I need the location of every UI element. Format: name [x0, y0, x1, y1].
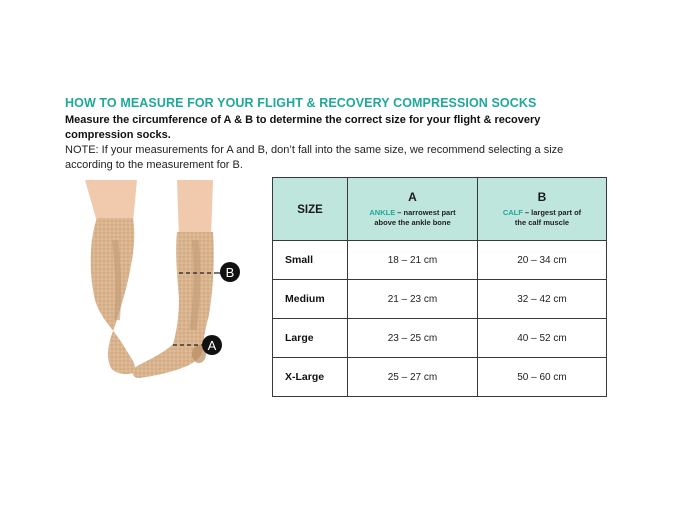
instructions-text: Measure the circumference of A & B to determine the correct size for your flight & recovery compression socks. — [65, 114, 541, 141]
header-ankle — [348, 178, 478, 241]
header-a-desc — [348, 208, 477, 228]
header-size — [273, 178, 348, 241]
table-row — [273, 280, 607, 319]
legs-illustration — [75, 180, 255, 390]
calf-cell: 20 – 34 cm — [478, 241, 607, 280]
size-cell: X-Large — [273, 358, 348, 397]
table-header-row — [273, 178, 607, 241]
header-a-desc-line2: above the ankle bone — [374, 218, 451, 227]
size-chart-table — [272, 177, 607, 397]
page-heading: HOW TO MEASURE FOR YOUR FLIGHT & RECOVERY COMPRESSION SOCKS — [65, 96, 537, 110]
header-a-term: ANKLE — [369, 208, 396, 217]
header-size-label: SIZE — [297, 204, 323, 216]
header-a-letter: A — [408, 190, 417, 204]
header-calf — [478, 178, 607, 241]
marker-a-label: A — [207, 338, 217, 353]
ankle-cell: 25 – 27 cm — [348, 358, 478, 397]
ankle-cell: 21 – 23 cm — [348, 280, 478, 319]
back-leg-shin-pad — [115, 240, 118, 320]
marker-b-label: B — [225, 265, 235, 280]
size-cell: Large — [273, 319, 348, 358]
header-b-term: CALF — [502, 208, 523, 217]
size-cell: Small — [273, 241, 348, 280]
header-b-desc-rest: – largest part of — [522, 208, 582, 217]
table-row — [273, 241, 607, 280]
calf-cell: 50 – 60 cm — [478, 358, 607, 397]
back-leg-skin — [85, 180, 137, 222]
table-row — [273, 319, 607, 358]
ankle-cell: 23 – 25 cm — [348, 319, 478, 358]
note-text: NOTE: If your measurements for A and B, don’t fall into the same size, we recommend selecting a size according to the measurement for B. — [65, 144, 564, 171]
size-cell: Medium — [273, 280, 348, 319]
ankle-cell: 18 – 21 cm — [348, 241, 478, 280]
header-b-desc — [478, 208, 606, 228]
table-row — [273, 358, 607, 397]
header-b-letter: B — [537, 190, 547, 204]
front-leg-skin — [177, 180, 213, 238]
front-leg-shin-pad — [193, 240, 197, 330]
calf-cell: 32 – 42 cm — [478, 280, 607, 319]
header-b-desc-line2: the calf muscle — [514, 218, 570, 227]
header-a-desc-rest: – narrowest part — [395, 208, 456, 217]
calf-cell: 40 – 52 cm — [478, 319, 607, 358]
